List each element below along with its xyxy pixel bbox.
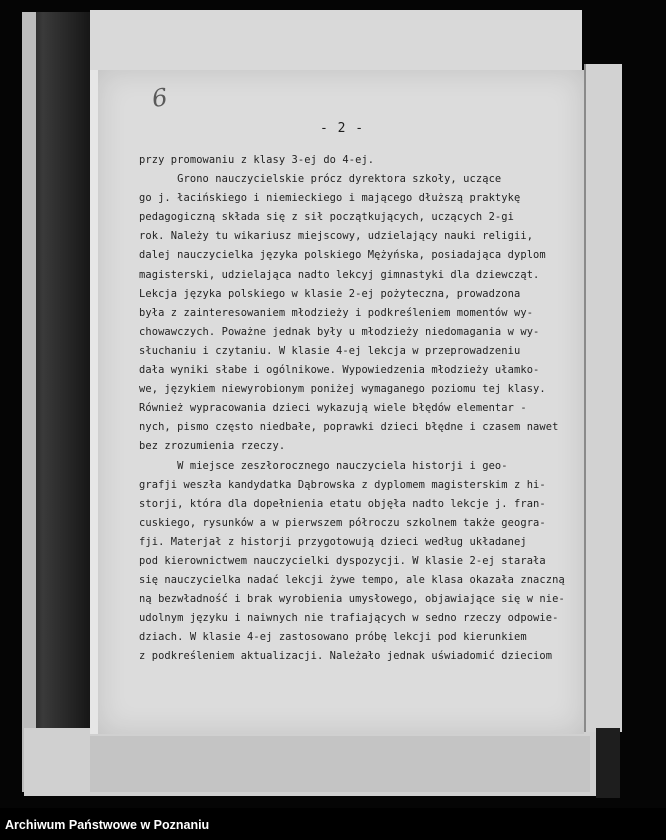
text-line: W miejsce zeszłorocznego nauczyciela historji i geo- [139, 459, 508, 472]
text-line: była z zainteresowaniem młodzieży i podkreśleniem momentów wy- [139, 306, 534, 319]
text-line: Również wypracowania dzieci wykazują wiele błędów elementar - [139, 402, 527, 415]
text-line: rok. Należy tu wikariusz miejscowy, udzielający nauki religii, [139, 230, 534, 243]
text-line: magisterski, udzielająca nadto lekcyj gimnastyki dla dziewcząt. [139, 268, 540, 281]
text-line: dziach. W klasie 4-ej zastosowano próbę lekcji pod kierunkiem [139, 631, 527, 644]
text-line: bez zrozumienia rzeczy. [139, 440, 286, 453]
text-line: słuchaniu i czytaniu. W klasie 4-ej lekcja w przeprowadzeniu [139, 344, 521, 357]
text-line: pod kierownictwem nauczycielki dyspozycji. W klasie 2-ej starała [139, 554, 546, 567]
text-line: nych, pismo często niedbałe, poprawki dzieci błędne i czasem nawet [139, 421, 559, 434]
text-line: pedagogiczną składa się z sił początkujących, uczących 2-gi [139, 211, 514, 224]
handwritten-folio-mark: 6 [150, 83, 170, 113]
text-line: Grono nauczycielskie prócz dyrektora szkoły, uczące [139, 173, 502, 186]
scan-left-edge [22, 12, 36, 792]
text-line: ną bezwładność i brak wyrobienia umysłowego, objawiające się w nie- [139, 593, 565, 606]
base-sheet-inner [90, 736, 590, 792]
right-shadow [596, 728, 620, 798]
text-line: dała wyniki słabe i ogólnikowe. Wypowiedzenia młodzieży ułamko- [139, 364, 540, 377]
text-line: grafji weszła kandydatka Dąbrowska z dyplomem magisterskim z hi- [139, 478, 546, 491]
text-line: się nauczycielka nadać lekcji żywe tempo, ale klasa okazała znaczną [139, 574, 565, 587]
text-line: go j. łacińskiego i niemieckiego i mającego dłuższą praktykę [139, 192, 521, 205]
archive-caption: Archiwum Państwowe w Poznaniu [5, 818, 210, 832]
typewritten-text-block [139, 151, 569, 667]
text-line: udolnym języku i naiwnych nie trafiających w sedno rzeczy odpowie- [139, 612, 559, 625]
right-page-flap [584, 64, 622, 732]
page-number: - 2 - [320, 121, 365, 136]
text-line: dalej nauczycielka języka polskiego Mężyńska, posiadająca dyplom [139, 249, 546, 262]
text-line: chowawczych. Poważne jednak były u młodzieży niedomagania w wy- [139, 325, 540, 338]
text-line: Lekcja języka polskiego w klasie 2-ej pożyteczna, prowadzona [139, 287, 521, 300]
text-line: z podkreśleniem aktualizacji. Należało jednak uświadomić dzieciom [139, 650, 553, 663]
text-line: cuskiego, rysunków a w pierwszem półroczu szkolnem także geogra- [139, 516, 546, 529]
text-line: fji. Materjał z historji przygotowują dzieci według układanej [139, 535, 527, 548]
text-line: we, językiem niewyrobionym poniżej wymaganego poziomu tej klasy. [139, 383, 546, 396]
text-line: storji, która dla dopełnienia etatu objęła nadto lekcje j. fran- [139, 497, 546, 510]
text-line: przy promowaniu z klasy 3-ej do 4-ej. [139, 154, 375, 166]
